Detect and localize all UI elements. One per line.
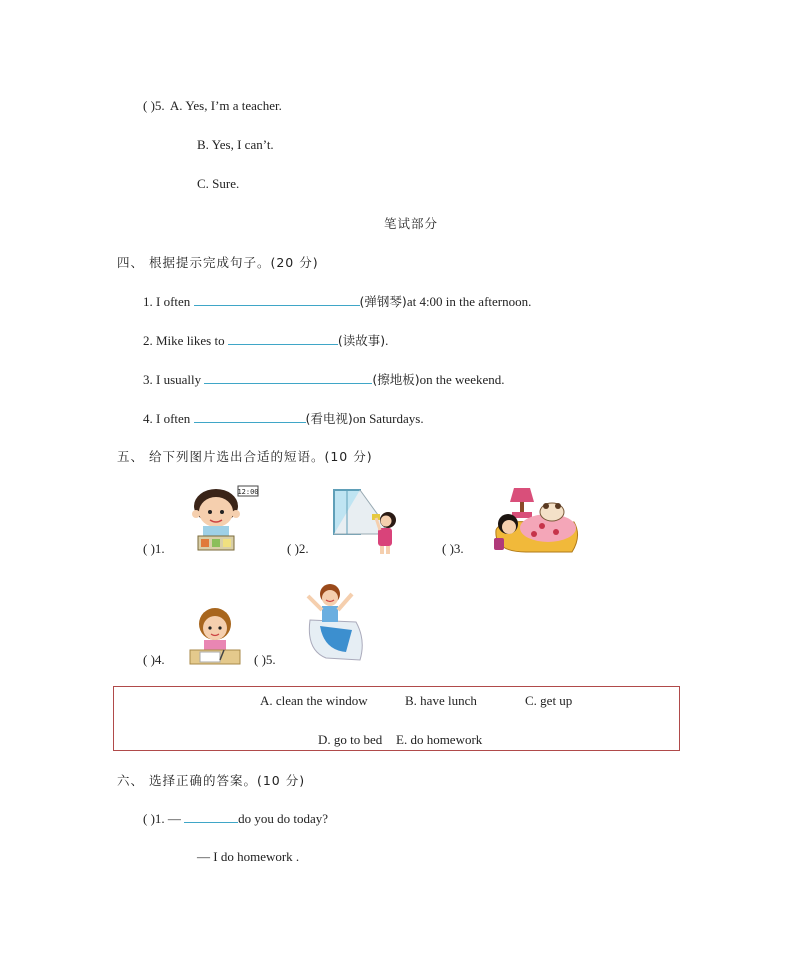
sentence-2: 2. Mike likes to (读故事). xyxy=(143,333,389,348)
answer-blank[interactable] xyxy=(184,810,238,823)
answer-blank[interactable] xyxy=(228,332,338,345)
answer-blank[interactable] xyxy=(204,371,372,384)
picture-item-5-label: ( )5. xyxy=(254,652,276,667)
option-b-phrase: B. have lunch xyxy=(405,693,477,708)
section-4-title: 四、 根据提示完成句子。(20 分) xyxy=(117,255,319,270)
clean-window-picture xyxy=(334,490,400,554)
option-a-phrase: A. clean the window xyxy=(260,693,368,708)
sentence-1: 1. I often (弹钢琴)at 4:00 in the afternoon. xyxy=(143,294,532,309)
sentence-3: 3. I usually (擦地板)on the weekend. xyxy=(143,372,505,387)
written-section-header: 笔试部分 xyxy=(384,216,439,231)
picture-item-1-label: ( )1. xyxy=(143,541,165,556)
question-6-1-answer: — I do homework . xyxy=(197,849,300,864)
option-e-phrase: E. do homework xyxy=(396,732,483,747)
section-5-title: 五、 给下列图片选出合适的短语。(10 分) xyxy=(117,449,373,464)
question-5-line xyxy=(143,98,282,114)
picture-item-3-label: ( )3. xyxy=(442,541,464,556)
clock-text: 12:00 xyxy=(237,488,259,496)
answer-paren: ( )5. xyxy=(143,98,165,113)
answer-blank[interactable] xyxy=(194,293,360,306)
option-c-phrase: C. get up xyxy=(525,693,573,708)
homework-picture xyxy=(190,606,240,664)
picture-item-4-label: ( )4. xyxy=(143,652,165,667)
option-d-phrase: D. go to bed xyxy=(318,732,383,747)
section-6-title: 六、 选择正确的答案。(10 分) xyxy=(117,773,306,788)
option-b: B. Yes, I can’t. xyxy=(197,137,274,152)
boy-lunch-picture xyxy=(188,484,260,554)
option-a: A. Yes, I’m a teacher. xyxy=(169,98,282,113)
answer-blank[interactable] xyxy=(194,410,306,423)
get-up-picture xyxy=(300,580,368,662)
sentence-4: 4. I often (看电视)on Saturdays. xyxy=(143,411,424,426)
go-to-bed-picture xyxy=(490,486,582,554)
option-c: C. Sure. xyxy=(197,176,240,191)
question-6-1: ( )1. — do you do today? xyxy=(143,811,329,826)
picture-item-2-label: ( )2. xyxy=(287,541,309,556)
